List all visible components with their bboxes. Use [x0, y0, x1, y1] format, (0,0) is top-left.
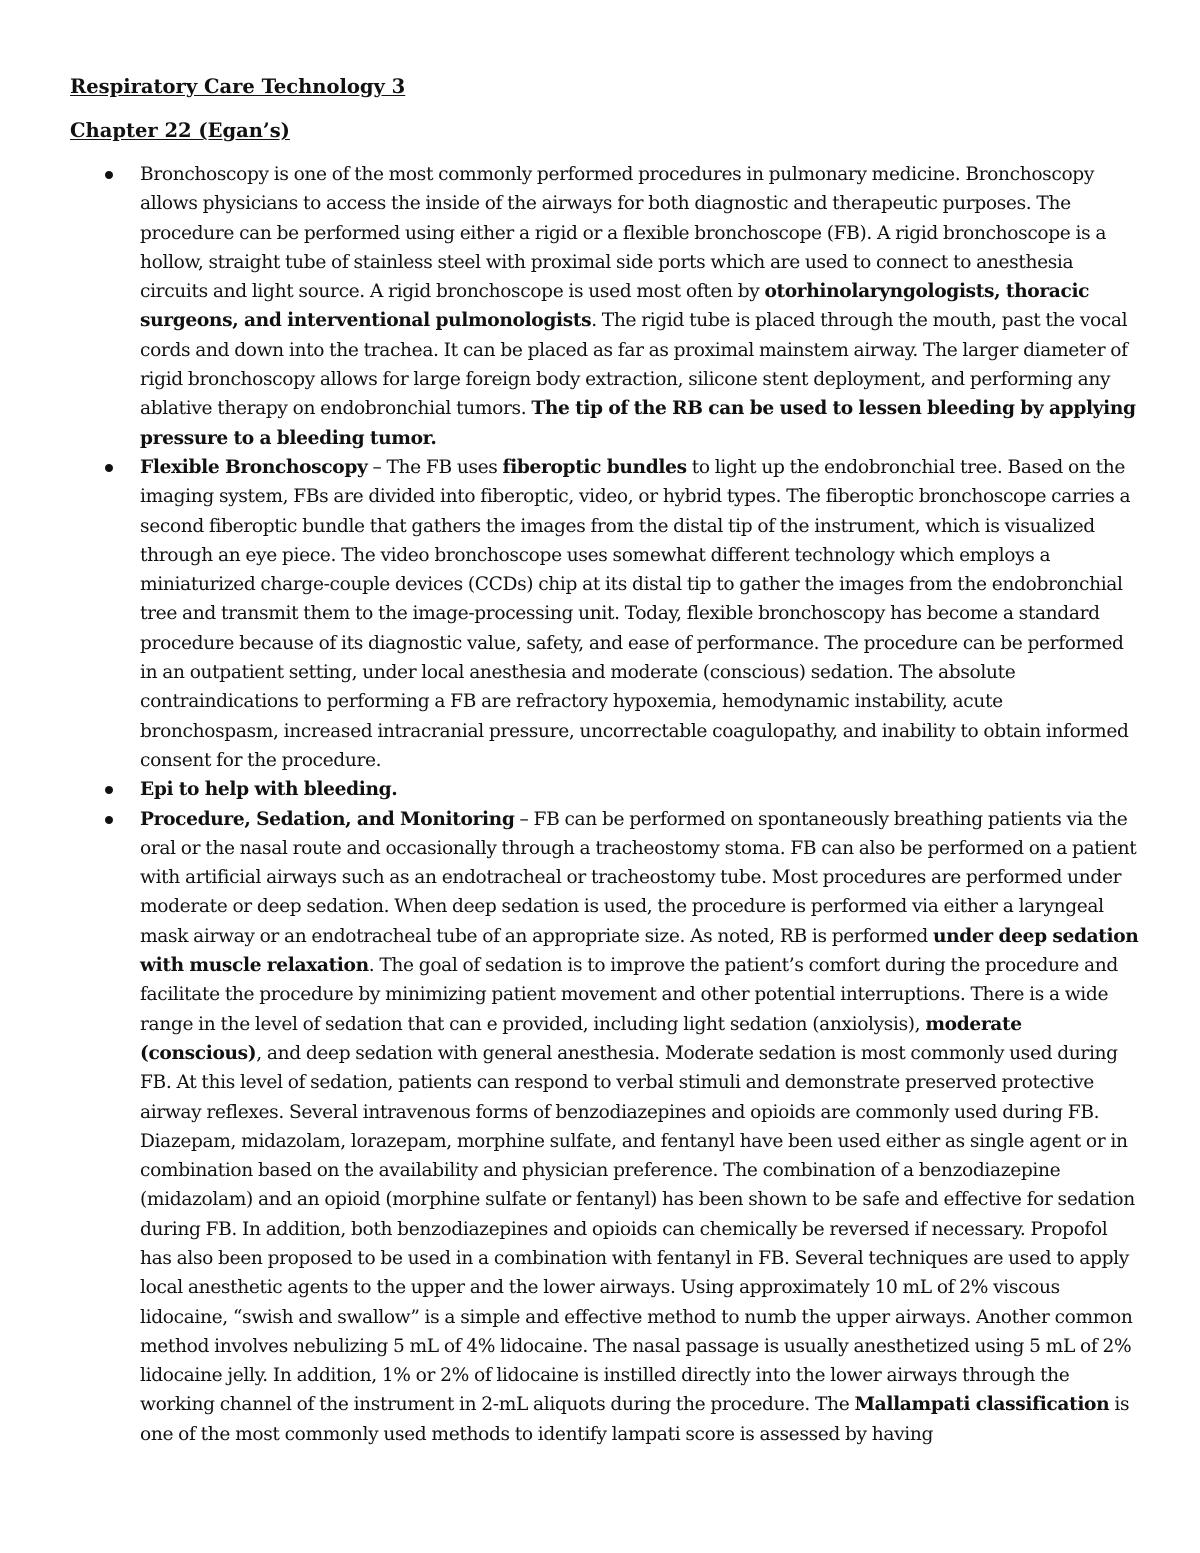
bold-text-segment: The tip of the RB can be used to lessen bleeding by applying pressure to a bleeding tumor.	[140, 398, 1136, 449]
text-segment: is one of the most commonly used methods to identify lampati score is assessed by having	[140, 1394, 1130, 1445]
text-segment: , and deep sedation with general anesthesia. Moderate sedation is most commonly used during FB. At this level of sedation, patients can respond to verbal stimuli and demonstrate preserved protective airway reflexes. Several intravenous forms of benzodiazepines and opioids are commonly used during FB. Diazepam, midazolam, lorazepam, morphine sulfate, and fentanyl have been used either as single agent or in combination based on the availability and physician preference. The combination of a benzodiazepine (midazolam) and an opioid (morphine sulfate or fentanyl) has been shown to be safe and effective for sedation during FB. In addition, both benzodiazepines and opioids can chemically be reversed if necessary. Propofol has also been proposed to be used in a combination with fentanyl in FB. Several techniques are used to apply local anesthetic agents to the upper and the lower airways. Using approximately 10 mL of 2% viscous lidocaine, “swish and swallow” is a simple and effective method to numb the upper airways. Another common method involves nebulizing 5 mL of 4% lidocaine. The nasal passage is usually anesthetized using 5 mL of 2% lidocaine jelly. In addition, 1% or 2% of lidocaine is instilled directly into the lower airways through the working channel of the instrument in 2-mL aliquots during the procedure. The	[140, 1042, 1135, 1416]
bold-text-segment: Mallampati classification	[854, 1394, 1110, 1416]
bullet-icon	[105, 171, 113, 179]
bold-text-segment: Epi to help with bleeding.	[140, 779, 398, 801]
text-segment: . The goal of sedation is to improve the patient’s comfort during the procedure and facilitate the procedure by minimizing patient movement and other potential interruptions. There is a wide range in the level of sedation that can e provided, including light sedation (anxiolysis),	[140, 955, 1118, 1035]
bullet-icon	[105, 816, 113, 824]
text-segment: – The FB uses	[367, 456, 503, 478]
document-page	[70, 74, 1140, 1449]
bold-text-segment: Procedure, Sedation, and Monitoring	[140, 808, 515, 830]
text-segment: . The rigid tube is placed through the mouth, past the vocal cords and down into the trachea. It can be placed as far as proximal mainstem airway. The larger diameter of rigid bronchoscopy allows for large foreign body extraction, silicone stent deployment, and performing any ablative therapy on endobronchial tumors.	[140, 310, 1128, 420]
text-segment: – FB can be performed on spontaneously breathing patients via the oral or the nasal route and occasionally through a tracheostomy stoma. FB can also be performed on a patient with artificial airways such as an endotracheal or tracheostomy tube. Most procedures are performed under moderate or deep sedation. When deep sedation is used, the procedure is performed via either a laryngeal mask airway or an endotracheal tube of an appropriate size. As noted, RB is performed	[140, 808, 1137, 947]
bold-text-segment: otorhinolaryngologists, thoracic surgeons, and interventional pulmonologists	[140, 281, 1090, 332]
bold-text-segment: Flexible Bronchoscopy	[140, 456, 368, 478]
bold-text-segment: moderate (conscious)	[140, 1013, 1022, 1064]
bullet-icon	[105, 464, 113, 472]
chapter-heading: Chapter 22 (Egan’s)	[70, 119, 290, 142]
bold-text-segment: fiberoptic bundles	[502, 456, 687, 478]
list-item	[70, 160, 1140, 453]
text-segment: Bronchoscopy is one of the most commonly performed procedures in pulmonary medicine. Bronchoscopy allows physicians to access the inside of the airways for both diagnostic and therapeutic purposes. The procedure can be performed using either a rigid or a flexible bronchoscope (FB). A rigid bronchoscope is a hollow, straight tube of stainless steel with proximal side ports which are used to connect to anesthesia circuits and light source. A rigid bronchoscope is used most often by	[140, 164, 1107, 303]
list-item	[70, 775, 1140, 804]
list-item	[70, 453, 1140, 775]
bullet-icon	[105, 786, 113, 794]
document-title: Respiratory Care Technology 3	[70, 75, 406, 98]
bullet-list	[70, 160, 1140, 1449]
list-item	[70, 805, 1140, 1450]
text-segment: to light up the endobronchial tree. Based on the imaging system, FBs are divided into fiberoptic, video, or hybrid types. The fiberoptic bronchoscope carries a second fiberoptic bundle that gathers the images from the distal tip of the instrument, which is visualized through an eye piece. The video bronchoscope uses somewhat different technology which employs a miniaturized charge-couple devices (CCDs) chip at its distal tip to gather the images from the endobronchial tree and transmit them to the image-processing unit. Today, flexible bronchoscopy has become a standard procedure because of its diagnostic value, safety, and ease of performance. The procedure can be performed in an outpatient setting, under local anesthesia and moderate (conscious) sedation. The absolute contraindications to performing a FB are refractory hypoxemia, hemodynamic instability, acute bronchospasm, increased intracranial pressure, uncorrectable coagulopathy, and inability to obtain informed consent for the procedure.	[140, 456, 1131, 771]
bold-text-segment: under deep sedation with muscle relaxation	[140, 925, 1139, 977]
